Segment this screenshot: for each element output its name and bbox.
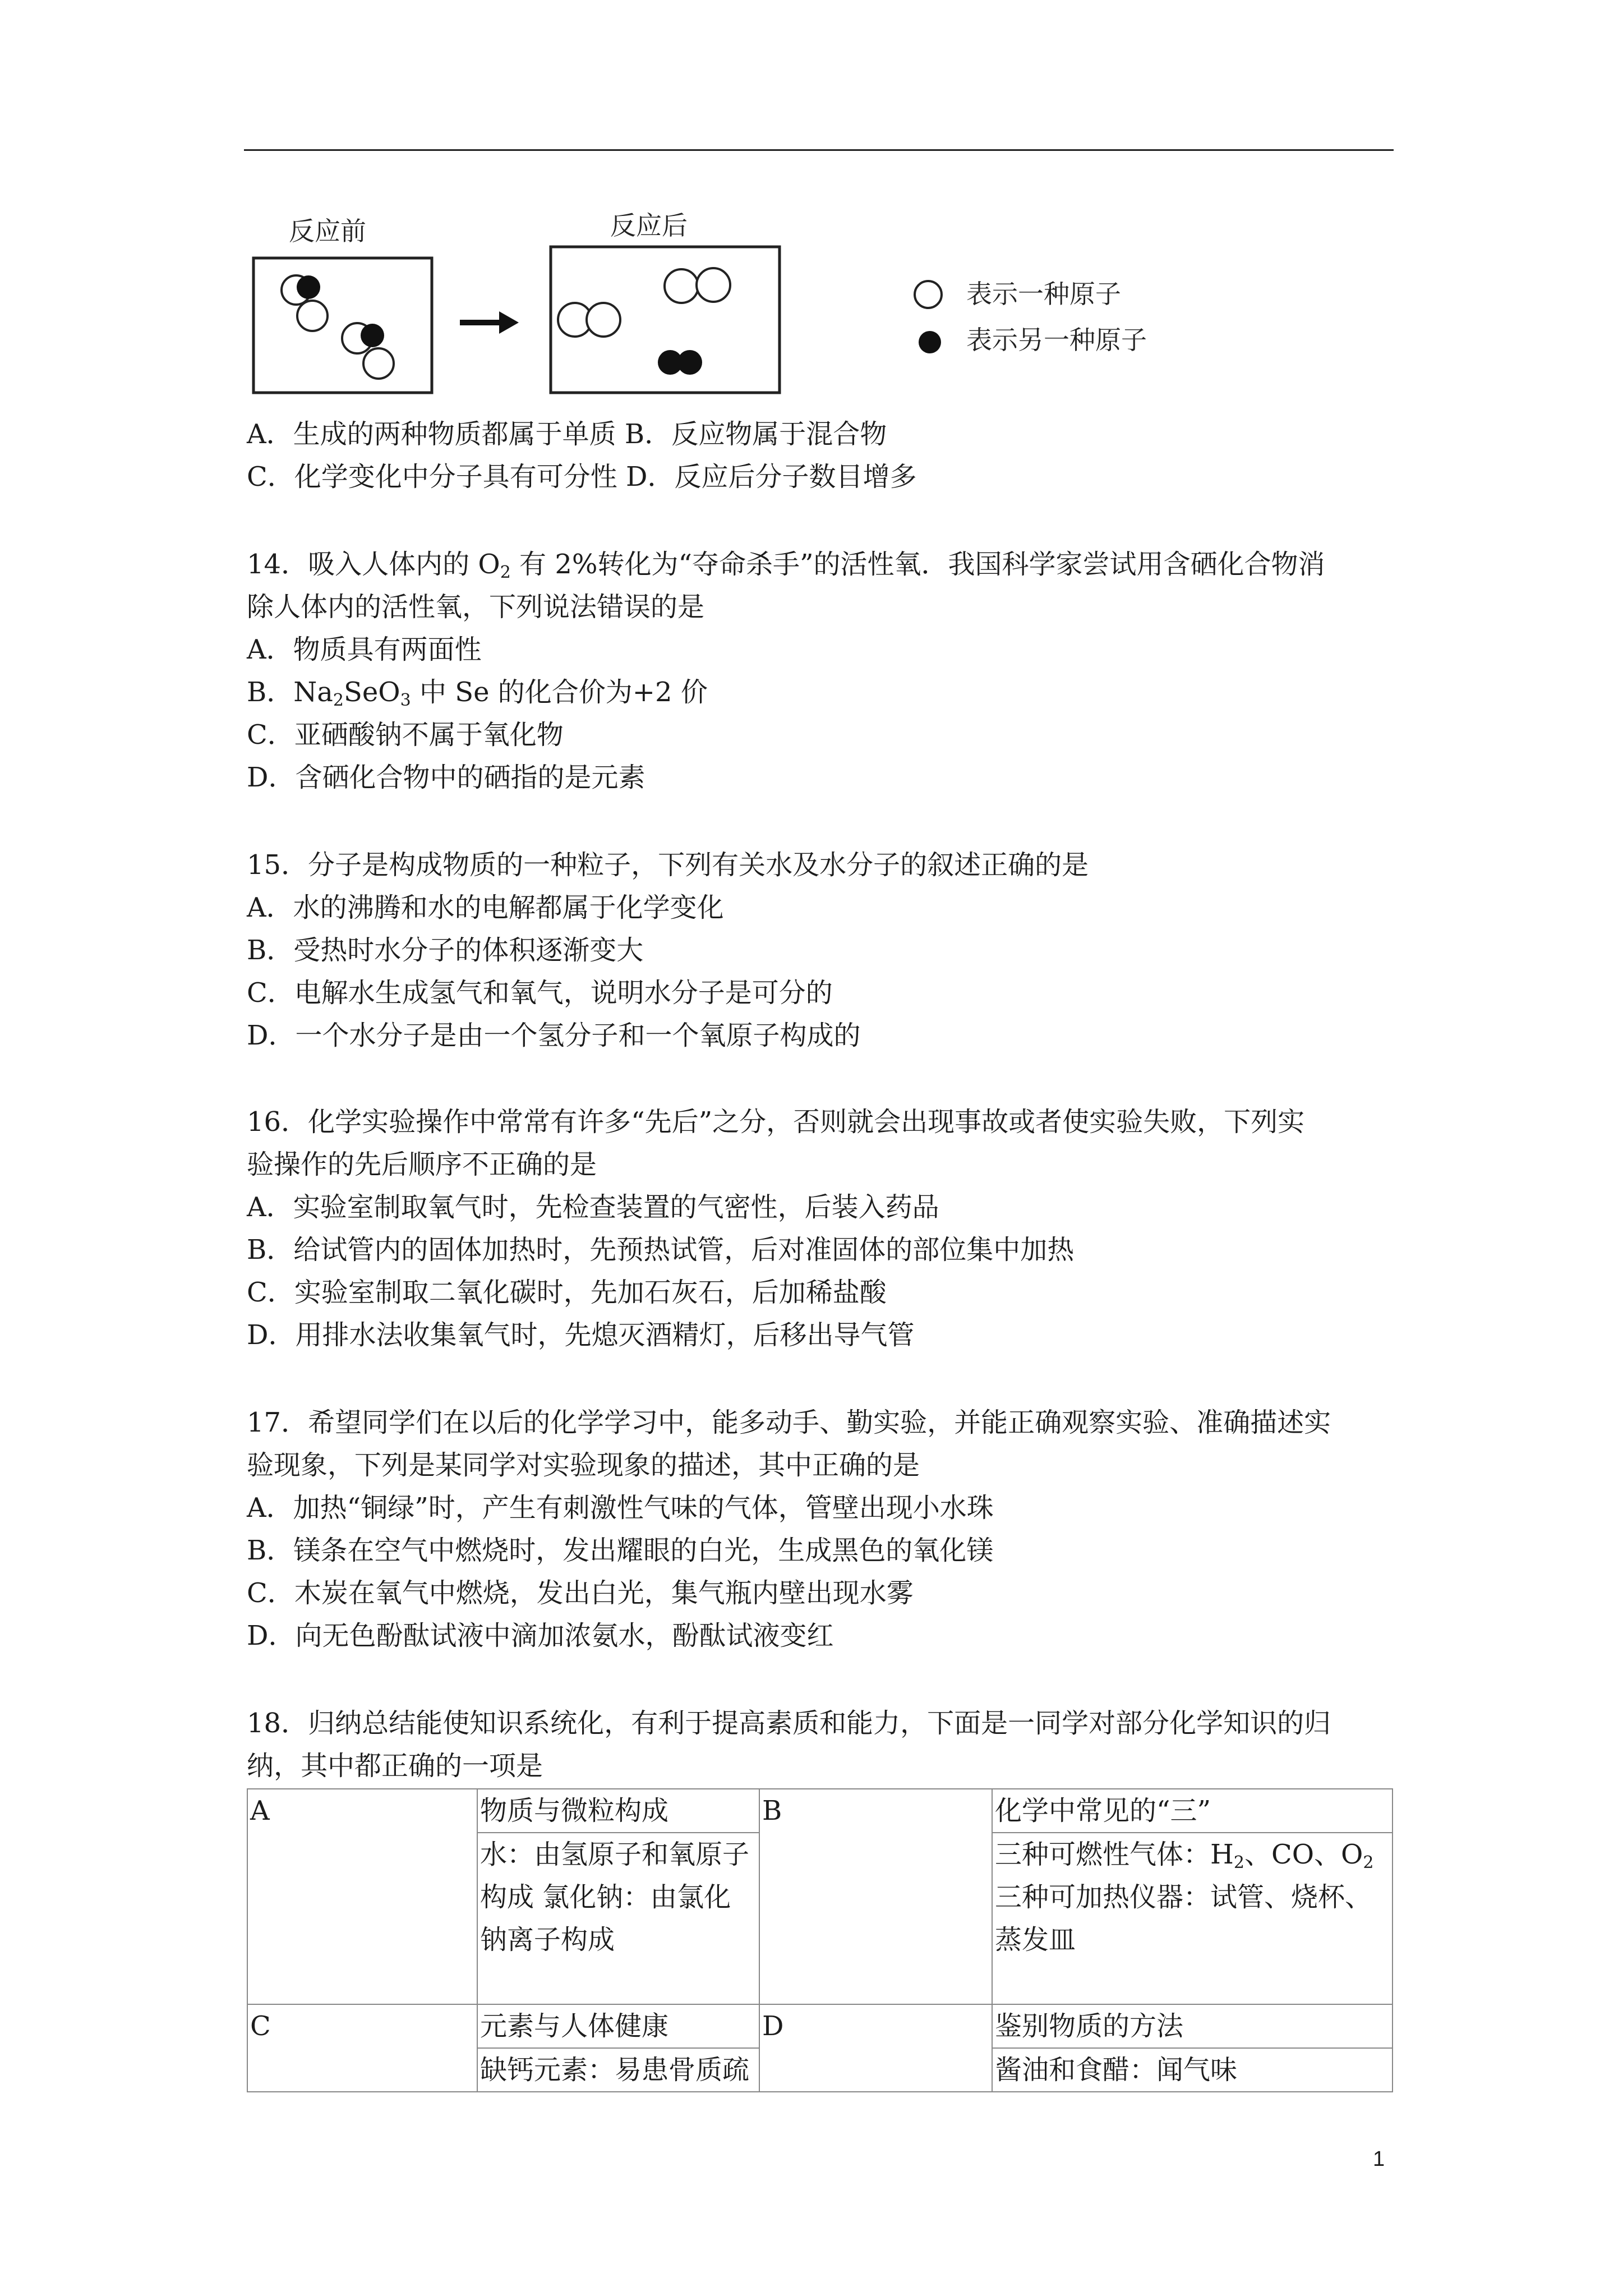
header-rule (244, 149, 1394, 151)
q14-b-sub2: 3 (400, 691, 411, 710)
reaction-arrow (460, 311, 519, 334)
table-row (247, 2004, 1393, 2048)
cell-a-title: 物质与微粒构成 (477, 1789, 759, 1833)
cell-b-title: 化学中常见的“三” (992, 1789, 1393, 1833)
q14-option-c: C．亚硒酸钠不属于氧化物 (247, 719, 564, 751)
q13-options-line2: C．化学变化中分子具有可分性 D．反应后分子数目增多 (247, 461, 917, 493)
q14-option-a: A．物质具有两面性 (247, 634, 482, 665)
cell-c-letter: C (247, 2004, 477, 2092)
q14-b-sub1: 2 (333, 691, 344, 710)
q16-option-b: B．给试管内的固体加热时，先预热试管，后对准固体的部位集中加热 (247, 1234, 1075, 1266)
q15-option-d: D．一个水分子是由一个氢分子和一个氧原子构成的 (247, 1020, 861, 1051)
q14-stem-subscript: 2 (500, 563, 511, 582)
b-body-line1 (995, 1833, 1390, 1876)
cell-a-body: 水：由氢原子和氧原子构成 氯化钠：由氯化钠离子构成 (477, 1833, 759, 2004)
b-body1-sub2: 2 (1363, 1853, 1374, 1872)
q18-stem-line2: 纳，其中都正确的一项是 (247, 1750, 543, 1782)
cell-d-title: 鉴别物质的方法 (992, 2004, 1393, 2048)
cell-d-letter: D (759, 2004, 992, 2092)
q18-stem-line1: 18．归纳总结能使知识系统化，有利于提高素质和能力，下面是一同学对部分化学知识的归 (247, 1708, 1331, 1739)
q15-option-a: A．水的沸腾和水的电解都属于化学变化 (247, 892, 724, 923)
q17-option-b: B．镁条在空气中燃烧时，发出耀眼的白光，生成黑色的氧化镁 (247, 1535, 994, 1566)
q17-option-c: C．木炭在氧气中燃烧，发出白光，集气瓶内壁出现水雾 (247, 1577, 914, 1609)
b-body1-prefix: 三种可燃性气体：H (995, 1839, 1234, 1870)
reaction-diagram (247, 208, 1234, 398)
cell-c-body: 缺钙元素：易患骨质疏 (477, 2048, 759, 2092)
q14-b-prefix: B．Na (247, 677, 333, 708)
q18-table (247, 1788, 1393, 2092)
table-row (247, 1789, 1393, 1833)
q14-b-mid: SeO (344, 677, 400, 708)
q14-stem-suffix: 有 2%转化为“夺命杀手”的活性氧．我国科学家尝试用含硒化合物消 (510, 549, 1325, 580)
product-molecule (665, 268, 730, 303)
cell-d-body: 酱油和食醋：闻气味 (992, 2048, 1393, 2092)
q14-b-suffix: 中 Se 的化合价为+2 价 (411, 677, 708, 708)
q16-stem-line2: 验操作的先后顺序不正确的是 (247, 1149, 597, 1180)
q17-stem-line2: 验现象，下列是某同学对实验现象的描述，其中正确的是 (247, 1450, 920, 1481)
q14-option-d: D．含硒化合物中的硒指的是元素 (247, 762, 645, 793)
q16-stem-line1: 16．化学实验操作中常常有许多“先后”之分，否则就会出现事故或者使实验失败，下列实 (247, 1106, 1305, 1138)
q17-option-d: D．向无色酚酞试液中滴加浓氨水，酚酞试液变红 (247, 1620, 834, 1651)
after-label: 反应后 (610, 210, 688, 241)
q17-stem-line1: 17．希望同学们在以后的化学学习中，能多动手、勤实验，并能正确观察实验、准确描述实 (247, 1407, 1331, 1438)
q15-option-b: B．受热时水分子的体积逐渐变大 (247, 935, 644, 966)
before-box (253, 258, 432, 393)
before-label: 反应前 (289, 216, 366, 246)
b-body-line2: 三种可加热仪器：试管、烧杯、蒸发皿 (995, 1881, 1372, 1955)
reactant-molecule (342, 323, 394, 379)
cell-c-title: 元素与人体健康 (477, 2004, 759, 2048)
q15-stem: 15．分子是构成物质的一种粒子，下列有关水及水分子的叙述正确的是 (247, 849, 1089, 881)
q14-stem-prefix: 14．吸入人体内的 O (247, 549, 500, 580)
q17-option-a: A．加热“铜绿”时，产生有刺激性气味的气体，管壁出现小水珠 (247, 1492, 994, 1524)
legend-white-atom (915, 281, 942, 308)
cell-b-body (992, 1833, 1393, 2004)
q16-option-c: C．实验室制取二氧化碳时，先加石灰石，后加稀盐酸 (247, 1277, 887, 1308)
legend-black-atom (919, 331, 941, 353)
page-number: 1 (1373, 2147, 1385, 2171)
reactant-molecule (282, 275, 328, 331)
q14-option-b (247, 671, 708, 714)
q14-stem-line2: 除人体内的活性氧，下列说法错误的是 (247, 591, 705, 623)
cell-b-letter: B (759, 1789, 992, 2004)
q15-option-c: C．电解水生成氢气和氧气，说明水分子是可分的 (247, 977, 833, 1009)
q16-option-a: A．实验室制取氧气时，先检查装置的气密性，后装入药品 (247, 1191, 939, 1223)
b-body1-sub1: 2 (1233, 1853, 1244, 1872)
q14-stem-line1 (247, 543, 1325, 586)
legend-black-label: 表示另一种原子 (966, 325, 1147, 355)
product-molecule (658, 350, 702, 375)
b-body1-mid: 、CO、O (1244, 1839, 1363, 1870)
legend-white-label: 表示一种原子 (966, 279, 1121, 309)
q16-option-d: D．用排水法收集氧气时，先熄灭酒精灯，后移出导气管 (247, 1319, 915, 1351)
product-molecule (558, 303, 620, 337)
q13-options-line1: A．生成的两种物质都属于单质 B．反应物属于混合物 (247, 418, 887, 450)
cell-a-letter: A (247, 1789, 477, 2004)
